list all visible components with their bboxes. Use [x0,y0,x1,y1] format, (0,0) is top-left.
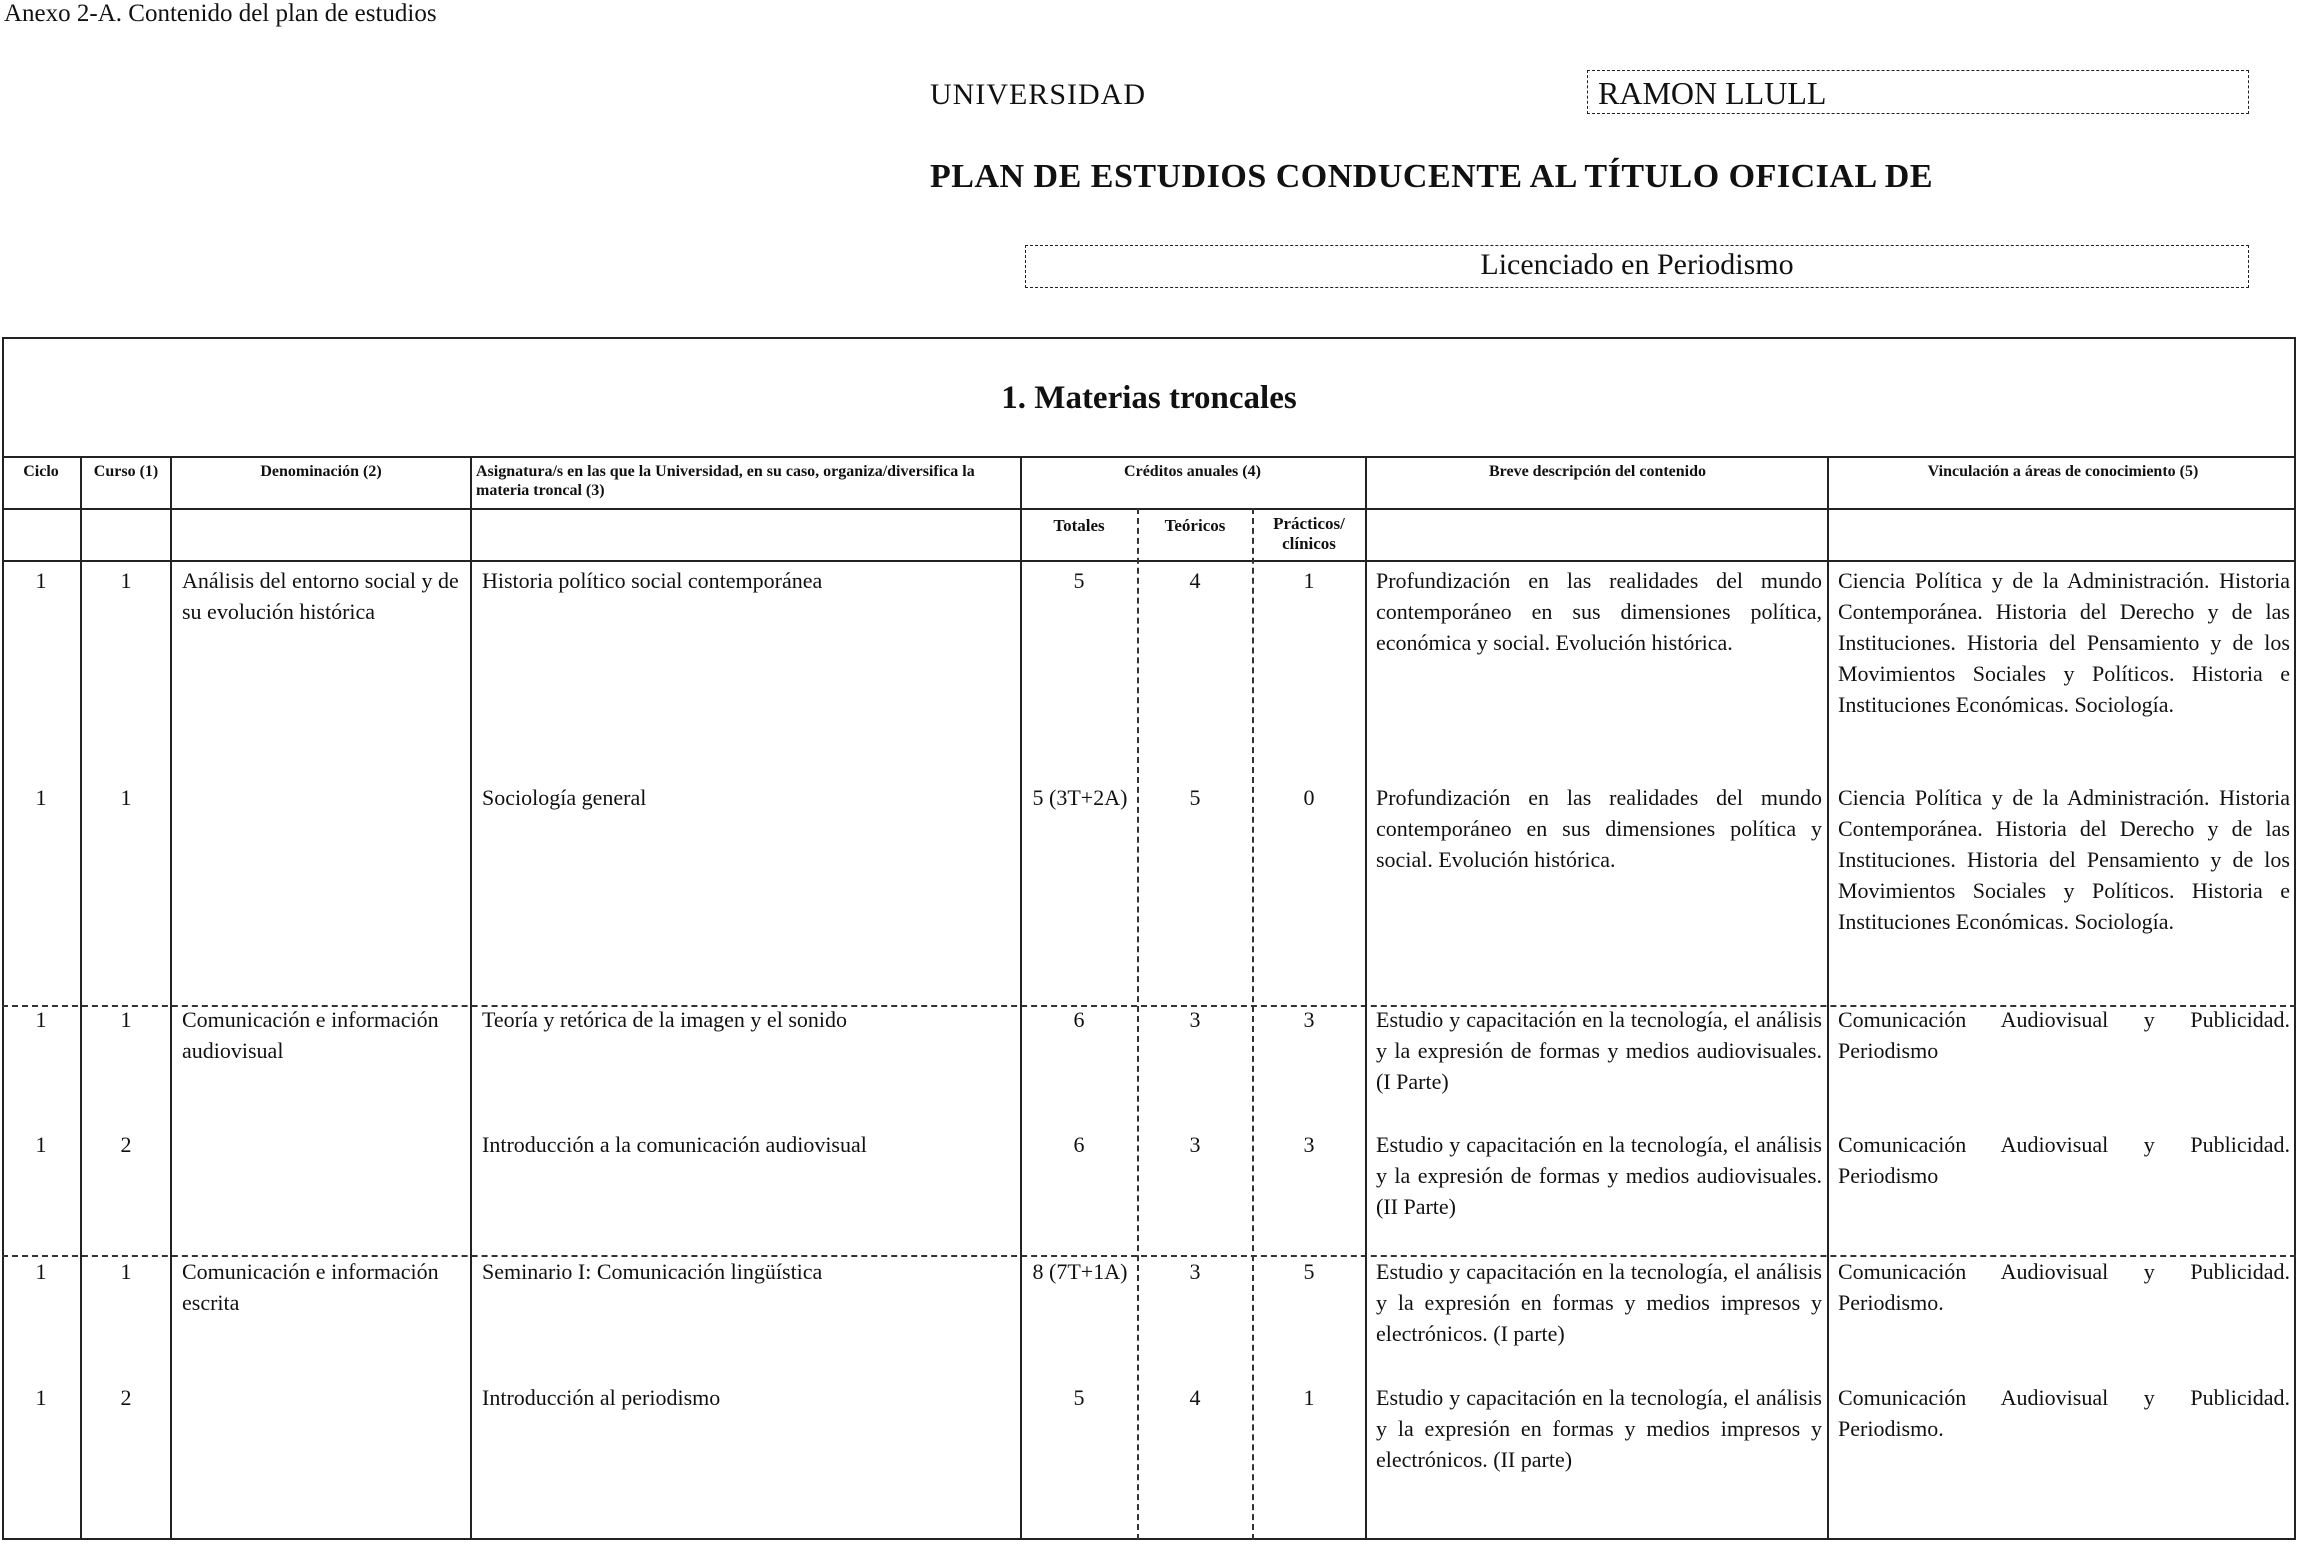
cell-vinculacion: Ciencia Política y de la Administración. Historia Contemporánea. Historia del Derecho y de las Instituciones. Historia del Pensamiento y de los Movimientos Sociales y Políticos. Historia e Instituciones Económicas. Sociología. [1838,568,2290,717]
cell-vinculacion: Comunicación Audiovisual y Publicidad. Periodismo. [1838,1385,2290,1441]
cell-descripcion: Estudio y capacitación en la tecnología, el análisis y la expresión de formas y medios audiovisuales. (II Parte) [1376,1132,1822,1219]
cell-teoricos: 4 [1189,1385,1201,1410]
column-rule [80,456,82,1540]
cell-practicos: 0 [1303,785,1315,810]
header-totales: Totales [1053,516,1105,535]
cell-practicos: 1 [1303,1385,1315,1410]
column-rule [1827,456,1829,1540]
header-asignaturas: Asignatura/s en las que la Universidad, en su caso, organiza/diversifica la materia troncal (3) [476,463,975,499]
cell-practicos: 5 [1303,1259,1315,1284]
cell-curso: 1 [120,568,132,593]
table-rule [2,560,2296,562]
header-practicos: Prácticos/ clínicos [1273,514,1345,553]
cell-denominacion: Comunicación e información escrita [182,1259,439,1315]
table-rule [2,456,2296,458]
cell-asignatura: Introducción al periodismo [482,1385,721,1410]
header-teoricos: Teóricos [1164,516,1226,535]
cell-ciclo: 1 [35,568,47,593]
cell-descripcion: Estudio y capacitación en la tecnología, el análisis y la expresión de formas y medios audiovisuales. (I Parte) [1376,1007,1822,1094]
cell-teoricos: 3 [1189,1259,1201,1284]
cell-denominacion: Análisis del entorno social y de su evolución histórica [182,568,459,624]
section-title: 1. Materias troncales [1001,380,1297,416]
cell-descripcion: Profundización en las realidades del mundo contemporáneo en sus dimensiones política, económica y social. Evolución histórica. [1376,568,1822,655]
university-label: UNIVERSIDAD [930,78,1146,111]
cell-curso: 1 [120,785,132,810]
cell-teoricos: 4 [1189,568,1201,593]
header-denominacion: Denominación (2) [260,463,382,480]
cell-descripcion: Profundización en las realidades del mundo contemporáneo en sus dimensiones política y social. Evolución histórica. [1376,785,1822,872]
column-rule [1020,456,1022,1540]
annex-label: Anexo 2-A. Contenido del plan de estudios [4,0,437,27]
cell-teoricos: 5 [1189,785,1201,810]
cell-curso: 1 [120,1259,132,1284]
cell-curso: 1 [120,1007,132,1032]
cell-asignatura: Teoría y retórica de la imagen y el sonido [482,1007,847,1032]
cell-teoricos: 3 [1189,1132,1201,1157]
cell-vinculacion: Comunicación Audiovisual y Publicidad. Periodismo. [1838,1259,2290,1315]
degree-title-field: Licenciado en Periodismo [1025,245,2249,288]
cell-totales: 6 [1073,1007,1085,1032]
university-name-field: RAMON LLULL [1587,70,2249,114]
cell-ciclo: 1 [35,1132,47,1157]
cell-totales: 5 [1073,568,1085,593]
cell-descripcion: Estudio y capacitación en la tecnología, el análisis y la expresión en formas y medios impresos y electrónicos. (I parte) [1376,1259,1822,1346]
credits-subheader-rule [1020,508,1365,510]
column-rule [1365,456,1367,1540]
cell-curso: 2 [120,1385,132,1410]
cell-descripcion: Estudio y capacitación en la tecnología, el análisis y la expresión en formas y medios impresos y electrónicos. (II parte) [1376,1385,1822,1472]
cell-practicos: 3 [1303,1132,1315,1157]
cell-denominacion: Comunicación e información audiovisual [182,1007,439,1063]
cell-vinculacion: Comunicación Audiovisual y Publicidad. Periodismo [1838,1132,2290,1188]
cell-totales: 5 (3T+2A) [1032,785,1128,810]
cell-totales: 5 [1073,1385,1085,1410]
cell-vinculacion: Ciencia Política y de la Administración. Historia Contemporánea. Historia del Derecho y de las Instituciones. Historia del Pensamiento y de los Movimientos Sociales y Políticos. Historia e Instituciones Económicas. Sociología. [1838,785,2290,934]
cell-asignatura: Historia político social contemporánea [482,568,823,593]
cell-ciclo: 1 [35,1259,47,1284]
cell-ciclo: 1 [35,785,47,810]
cell-asignatura: Introducción a la comunicación audiovisual [482,1132,867,1157]
column-rule [170,456,172,1540]
cell-practicos: 1 [1303,568,1315,593]
cell-curso: 2 [120,1132,132,1157]
header-curso: Curso (1) [93,463,159,480]
cell-totales: 8 (7T+1A) [1032,1259,1128,1284]
header-creditos: Créditos anuales (4) [1124,463,1261,480]
cell-vinculacion: Comunicación Audiovisual y Publicidad. Periodismo [1838,1007,2290,1063]
header-descripcion: Breve descripción del contenido [1488,463,1707,480]
header-ciclo: Ciclo [23,463,59,480]
header-vinculacion: Vinculación a áreas de conocimiento (5) [1927,463,2199,480]
cell-teoricos: 3 [1189,1007,1201,1032]
cell-asignatura: Seminario I: Comunicación lingüística [482,1259,823,1284]
cell-asignatura: Sociología general [482,785,647,810]
cell-totales: 6 [1073,1132,1085,1157]
plan-title: PLAN DE ESTUDIOS CONDUCENTE AL TÍTULO OFICIAL DE [930,158,1933,195]
cell-practicos: 3 [1303,1007,1315,1032]
column-rule [470,456,472,1540]
cell-ciclo: 1 [35,1385,47,1410]
cell-ciclo: 1 [35,1007,47,1032]
